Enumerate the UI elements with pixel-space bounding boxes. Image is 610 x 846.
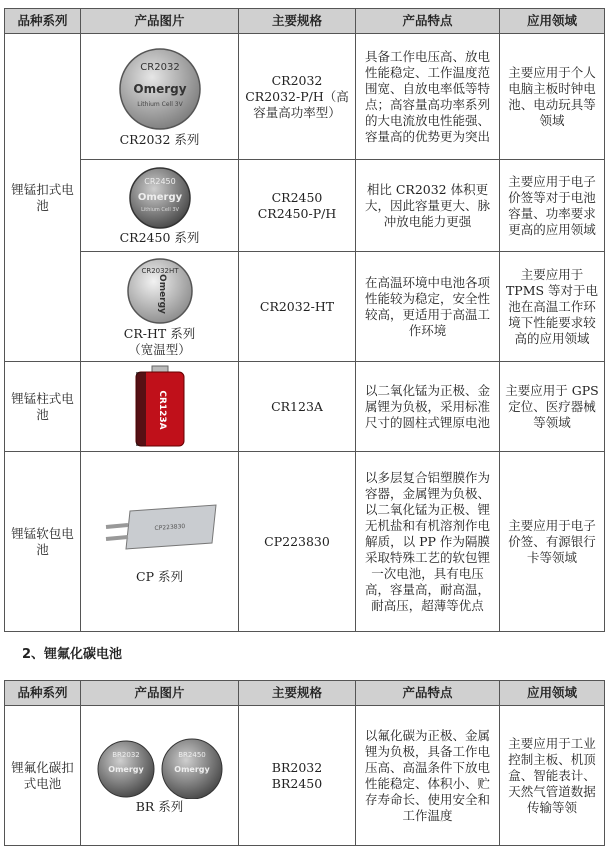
header-features: 产品特点	[356, 681, 500, 706]
spec-cell: CR123A	[239, 362, 356, 452]
header-spec: 主要规格	[239, 9, 356, 34]
coin-label-2: BR2450	[177, 750, 206, 759]
brand-logo: Omergy	[137, 191, 182, 203]
coin-label: BR2032	[111, 750, 140, 759]
application-cell: 主要应用于电子价签等对于电池容量、功率要求更高的应用领域	[500, 160, 605, 252]
features-cell: 以氟化碳为正极、金属锂为负极，具备工作电压高、高温条件下放电性能稳定、体积小、贮存寿命长、使用安全和工作温度	[356, 706, 500, 846]
category-cell: 锂氟化碳扣式电池	[5, 706, 81, 846]
spec-cell: CR2450 CR2450-P/H	[239, 160, 356, 252]
application-cell: 主要应用于电子价签、有源银行卡等领域	[500, 452, 605, 632]
features-cell: 以多层复合铝塑膜作为容器，金属锂为负极、以二氧化锰为正极、锂无机盐和有机溶剂作电解质，以 PP 作为隔膜采取特殊工艺的软包锂一次电池，具有电压高，容量高，耐高温，耐高压，超薄等优点	[356, 452, 500, 632]
battery-table-2	[4, 680, 605, 846]
brand-logo: Omergy	[132, 81, 187, 96]
image-caption: CR-HT 系列	[123, 325, 196, 341]
section-title: 2、锂氟化碳电池	[22, 647, 123, 662]
cell-text: Lithium Cell 3V	[140, 206, 179, 213]
cylinder-battery-image	[130, 364, 190, 450]
coin-battery-pair-image	[90, 737, 230, 799]
brand-logo: Omergy	[156, 273, 167, 314]
product-image-cell	[81, 34, 239, 160]
spec-cell: CR2032 CR2032-P/H（高容量高功率型）	[239, 34, 356, 160]
category-cell: 锂锰柱式电池	[5, 362, 81, 452]
brand-logo-2: Omergy	[173, 764, 210, 774]
brand-logo: Omergy	[107, 764, 144, 774]
pouch-battery-image	[100, 499, 220, 569]
image-caption: CR2450 系列	[119, 229, 200, 245]
image-caption: BR 系列	[135, 798, 184, 814]
application-cell: 主要应用于 GPS 定位、医疗器械等领域	[500, 362, 605, 452]
coin-label: CR2450	[143, 176, 176, 186]
image-caption-sub: （宽温型）	[128, 341, 191, 357]
category-cell: 锂锰软包电池	[5, 452, 81, 632]
cylinder-label: CR123A	[156, 389, 167, 430]
coin-label: CR2032	[139, 61, 180, 73]
header-category: 品种系列	[5, 681, 81, 706]
features-cell: 相比 CR2032 体积更大，因此容量更大、脉冲放电能力更强	[356, 160, 500, 252]
header-category: 品种系列	[5, 9, 81, 34]
application-cell: 主要应用于个人电脑主板时钟电池、电动玩具等领域	[500, 34, 605, 160]
image-caption: CP 系列	[136, 568, 183, 584]
header-application: 应用领域	[500, 681, 605, 706]
image-caption: CR2032 系列	[119, 131, 200, 147]
header-image: 产品图片	[81, 9, 239, 34]
cell-text: Lithium Cell 3V	[136, 100, 183, 108]
application-cell: 主要应用于 TPMS 等对于电池在高温工作环境下性能要求较高的应用领域	[500, 252, 605, 362]
features-cell: 具备工作电压高、放电性能稳定、工作温度范围宽、自放电率低等特点；高容量高功率系列的大电流放电性能强、容量高的优势更为突出	[356, 34, 500, 160]
coin-battery-image	[120, 166, 200, 230]
features-cell: 在高温环境中电池各项性能较为稳定，安全性较高，更适用于高温工作环境	[356, 252, 500, 362]
product-image-cell	[81, 252, 239, 362]
product-image-cell	[81, 706, 239, 846]
coin-label: CR2032HT	[140, 266, 179, 275]
coin-battery-image	[115, 46, 205, 132]
coin-battery-image	[120, 256, 200, 326]
application-cell: 主要应用于工业控制主板、机顶盒、智能表计、天然气管道数据传输等领	[500, 706, 605, 846]
header-image: 产品图片	[81, 681, 239, 706]
product-image-cell	[81, 452, 239, 632]
pouch-label: CP223830	[153, 522, 185, 532]
features-cell: 以二氧化锰为正极、金属锂为负极，采用标准尺寸的圆柱式锂原电池	[356, 362, 500, 452]
spec-cell: CP223830	[239, 452, 356, 632]
product-image-cell	[81, 160, 239, 252]
spec-cell: BR2032 BR2450	[239, 706, 356, 846]
header-application: 应用领域	[500, 9, 605, 34]
battery-table-1	[4, 8, 605, 632]
product-image-cell	[81, 362, 239, 452]
spec-cell: CR2032-HT	[239, 252, 356, 362]
category-cell: 锂锰扣式电池	[5, 34, 81, 362]
header-features: 产品特点	[356, 9, 500, 34]
header-spec: 主要规格	[239, 681, 356, 706]
